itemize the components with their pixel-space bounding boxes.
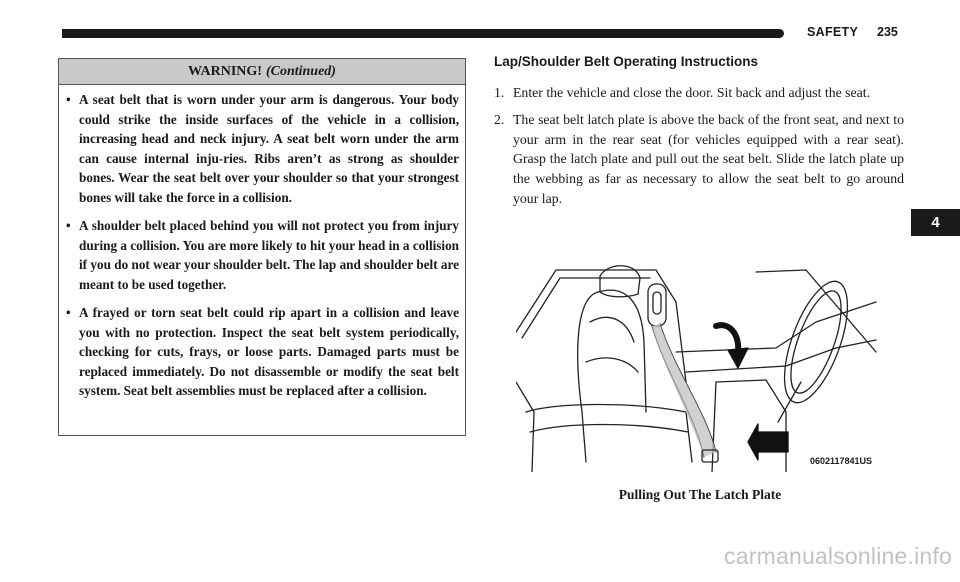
warning-continued: (Continued)	[265, 63, 336, 79]
watermark: carmanualsonline.info	[724, 543, 952, 569]
step-text: The seat belt latch plate is above the back of the front seat, and next to your arm in the rear seat (for vehicles equipped with a rear seat). Grasp the latch plate and pull out the seat belt. Slide the latch plate up the webbing as far as necessary to allow the seat belt to go around your lap.	[513, 111, 904, 206]
warning-item: • A seat belt that is worn under your arm is dangerous. Your body could strike the inside surfaces of the vehicle in a collision, increasing head and neck injury. A seat belt worn under the arm can cause internal inju-ries. Ribs aren’t as strong as shoulder bones. Wear the seat belt over your shoulder so that your strongest bones will take the force in a collision.	[65, 90, 459, 207]
warning-header	[59, 59, 465, 85]
instruction-step	[494, 83, 904, 103]
step-number: 2.	[494, 111, 505, 127]
section-title: SAFETY	[807, 25, 859, 39]
chapter-tab: 4	[911, 209, 960, 236]
warning-list	[59, 85, 465, 401]
instruction-step	[494, 110, 904, 209]
step-text: Enter the vehicle and close the door. Sit back and adjust the seat.	[513, 85, 871, 100]
figure-code: 0602117841US	[810, 456, 873, 466]
step-number: 1.	[494, 85, 505, 100]
seat-belt-illustration	[516, 262, 884, 472]
header-rule	[62, 29, 784, 38]
section-heading: Lap/Shoulder Belt Operating Instructions	[494, 54, 759, 69]
warning-title: WARNING!	[188, 63, 262, 79]
warning-box	[58, 58, 466, 436]
page-number: 235	[877, 25, 898, 39]
instruction-steps	[494, 83, 904, 216]
figure-caption: Pulling Out The Latch Plate	[618, 487, 782, 502]
warning-item: • A frayed or torn seat belt could rip apart in a collision and leave you with no protection. Inspect the seat belt system periodically, checking for cuts, frays, or loose parts. Damaged parts must be replaced immediately. Do not disassemble or modify the seat belt system. Seat belt assemblies must be replaced after a collision.	[65, 303, 459, 401]
warning-item: • A shoulder belt placed behind you will not protect you from injury during a collision. You are more likely to hit your head in a collision if you do not wear your shoulder belt. The lap and shoulder belt are meant to be used together.	[65, 216, 459, 294]
